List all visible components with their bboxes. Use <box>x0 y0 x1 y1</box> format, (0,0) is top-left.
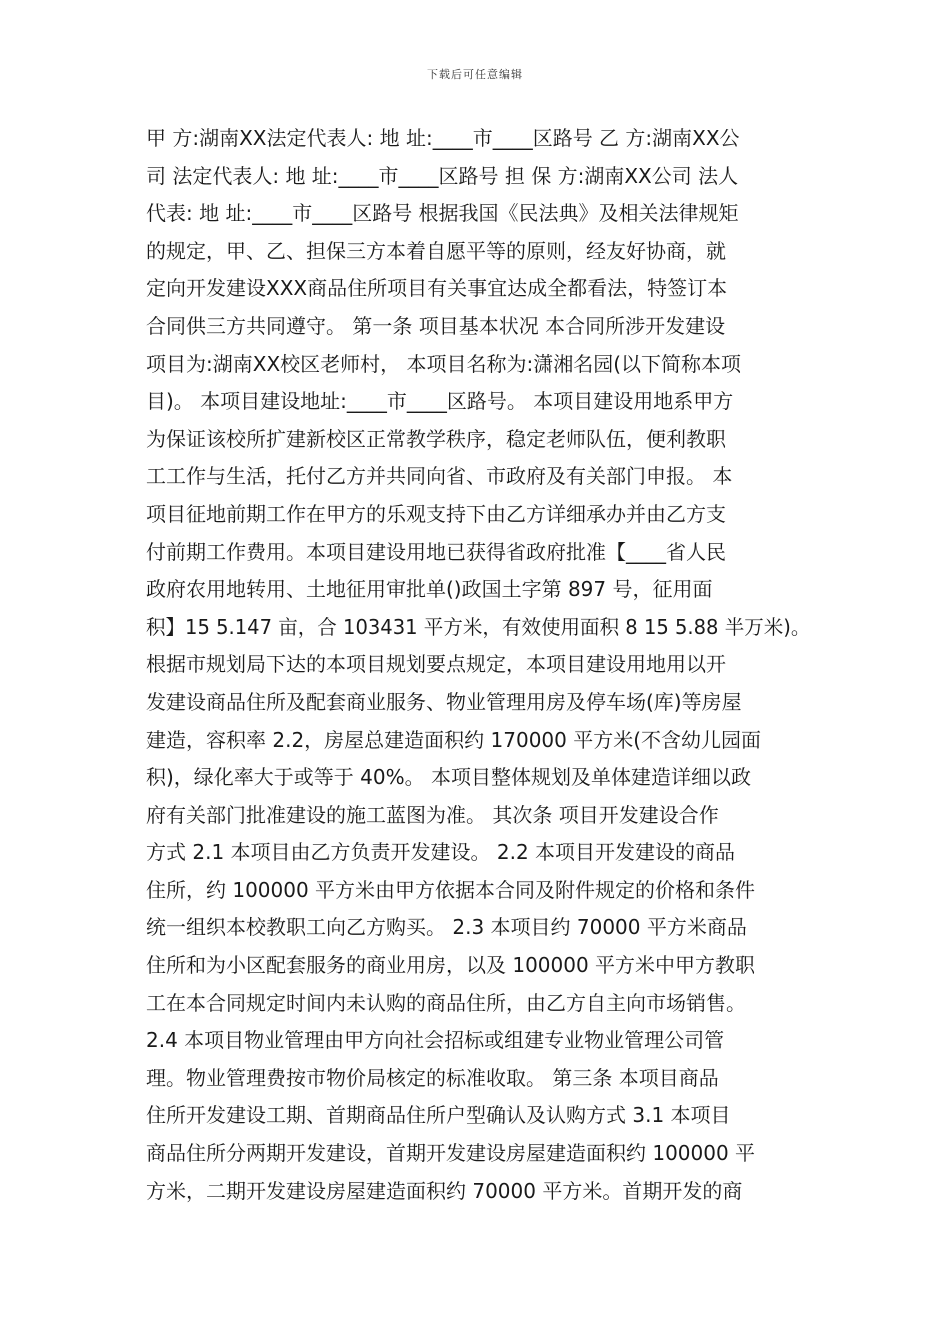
body-line: 住所，约 100000 平方米由甲方依据本合同及附件规定的价格和条件 <box>146 877 756 902</box>
body-line: 根据市规划局下达的本项目规划要点规定，本项目建设用地用以开 <box>146 652 726 677</box>
body-line: 项目为:湖南XX校区老师村， 本项目名称为:潇湘名园(以下简称本项 <box>146 351 742 376</box>
contract-body <box>146 120 810 1210</box>
body-line: 住所和为小区配套服务的商业用房，以及 100000 平方米中甲方教职 <box>146 953 756 978</box>
body-line: 2.4 本项目物业管理由甲方向社会招标或组建专业物业管理公司管 <box>146 1028 725 1053</box>
body-line: 理。物业管理费按市物价局核定的标准收取。 第三条 本项目商品 <box>146 1065 719 1090</box>
body-line: 定向开发建设XXX商品住所项目有关事宜达成全都看法，特签订本 <box>146 276 728 301</box>
body-line: 合同供三方共同遵守。 第一条 项目基本状况 本合同所涉开发建设 <box>146 313 726 338</box>
body-line: 积】15 5.147 亩，合 103431 平方米，有效使用面积 8 15 5.88 半万米)。 <box>146 614 811 639</box>
body-line: 府有关部门批准建设的施工蓝图为准。 其次条 项目开发建设合作 <box>146 802 719 827</box>
body-line: 方米，二期开发建设房屋建造面积约 70000 平方米。首期开发的商 <box>146 1178 743 1203</box>
body-line: 代表: 地 址:____市____区路号 根据我国《民法典》及相关法律规矩 <box>146 201 739 226</box>
body-line: 项目征地前期工作在甲方的乐观支持下由乙方详细承办并由乙方支 <box>146 501 726 526</box>
body-line: 商品住所分两期开发建设，首期开发建设房屋建造面积约 100000 平 <box>146 1141 756 1166</box>
body-line: 工在本合同规定时间内未认购的商品住所，由乙方自主向市场销售。 <box>146 990 746 1015</box>
body-line: 发建设商品住所及配套商业服务、物业管理用房及停车场(库)等房屋 <box>146 689 742 714</box>
body-line: 积)，绿化率大于或等于 40%。 本项目整体规划及单体建造详细以政 <box>146 765 751 790</box>
body-line: 的规定，甲、乙、担保三方本着自愿平等的原则，经友好协商，就 <box>146 238 726 263</box>
body-line: 司 法定代表人: 地 址:____市____区路号 担 保 方:湖南XX公司 法人 <box>146 163 739 188</box>
body-line: 工工作与生活，托付乙方并共同向省、市政府及有关部门申报。 本 <box>146 464 733 489</box>
body-line: 甲 方:湖南XX法定代表人: 地 址:____市____区路号 乙 方:湖南XX公 <box>146 126 740 150</box>
page-header: 下载后可任意编辑 <box>427 68 523 81</box>
body-line: 方式 2.1 本项目由乙方负责开发建设。 2.2 本项目开发建设的商品 <box>146 840 736 865</box>
body-line: 统一组织本校教职工向乙方购买。 2.3 本项目约 70000 平方米商品 <box>146 915 747 940</box>
body-line: 目)。 本项目建设地址:____市____区路号。 本项目建设用地系甲方 <box>146 389 734 414</box>
body-line: 住所开发建设工期、首期商品住所户型确认及认购方式 3.1 本项目 <box>146 1103 731 1128</box>
body-line: 付前期工作费用。本项目建设用地已获得省政府批准【____省人民 <box>146 539 726 564</box>
body-line: 政府农用地转用、土地征用审批单()政国土字第 897 号，征用面 <box>146 577 713 602</box>
body-line: 建造，容积率 2.2，房屋总建造面积约 170000 平方米(不含幼儿园面 <box>146 727 762 752</box>
body-line: 为保证该校所扩建新校区正常教学秩序，稳定老师队伍，便利教职 <box>146 426 726 451</box>
